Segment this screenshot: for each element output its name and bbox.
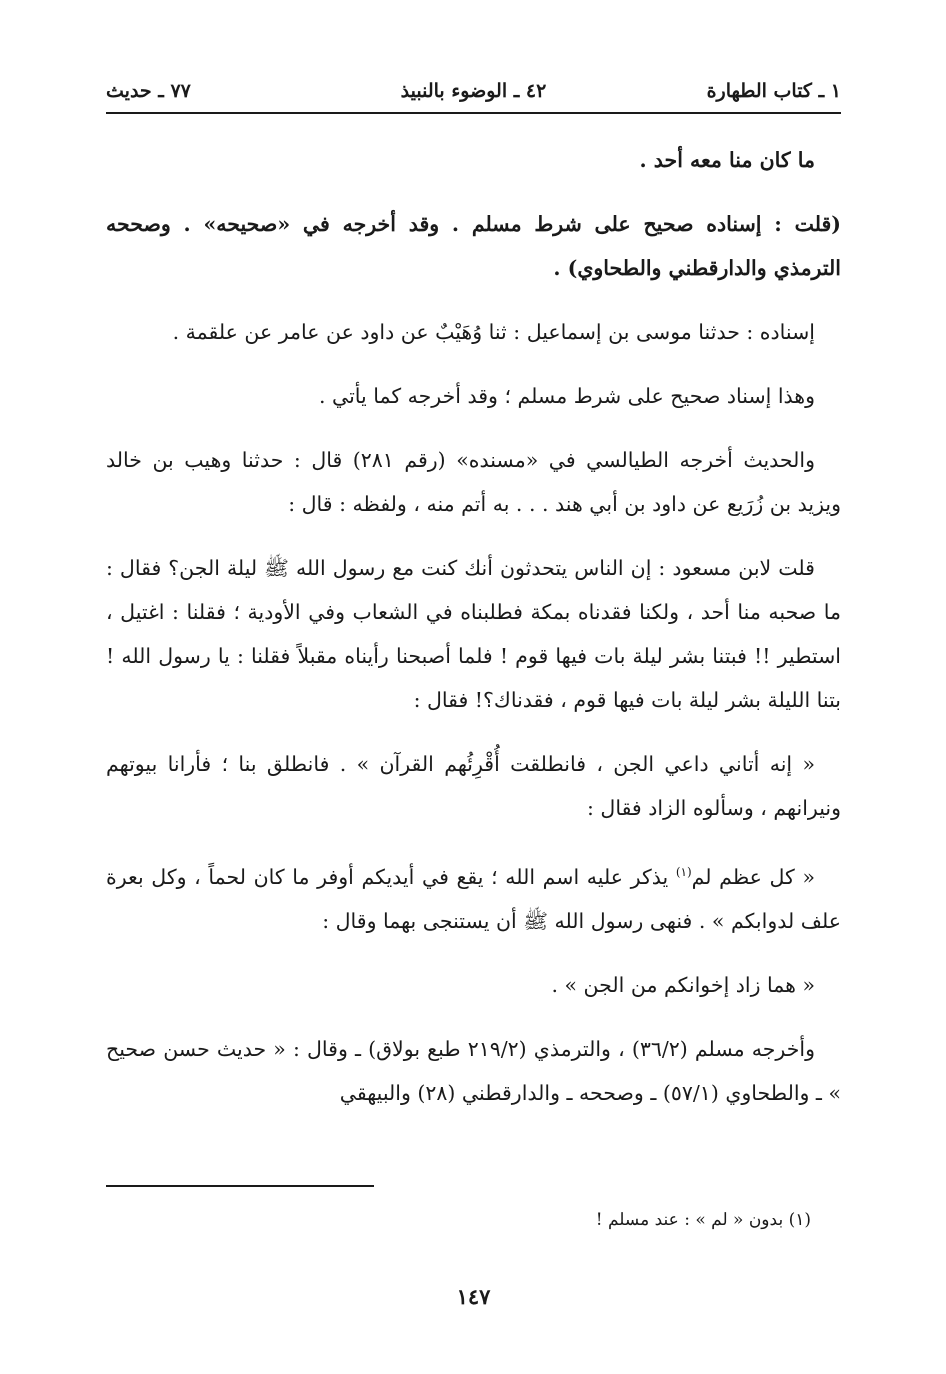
paragraph-other-sources: وأخرجه مسلم (٣٦/٢) ، والترمذي (٢١٩/٢ طبع بولاق) ـ وقال : « حديث حسن صحيح » ـ والطحاوي (٥٧/١) ـ وصححه ـ والدارقطني (٢٨) والبيهقي [106,1036,841,1105]
footnote-divider [106,1185,374,1187]
book-page [106,0,841,1374]
quote-2-part-a: « كل عظم لم [691,864,815,889]
quote-2-part-b: يذكر عليه اسم الله ؛ يقع في أيديكم أوفر ما كان لحماً ، وكل بعرة علف لدوابكم » . فنهى رسول الله ﷺ أن يستنجى بهما وقال : [106,864,841,933]
paragraph-hadith-end: ما كان منا معه أحد . [639,148,815,172]
paragraph-isnad: إسناده : حدثنا موسى بن إسماعيل : ثنا وُهَيْبٌ عن داود عن عامر عن علقمة . [172,320,815,344]
page-number: ١٤٧ [456,1284,491,1309]
paragraph-isnad-grade: وهذا إسناد صحيح على شرط مسلم ؛ وقد أخرجه كما يأتي . [318,384,815,408]
footnote: (١) بدون « لم » : عند مسلم ! [595,1210,811,1230]
footnote-marker: (١) [675,865,692,879]
paragraph-prophet-quote-2 [106,850,841,943]
paragraph-prophet-quote-1: « إنه أتاني داعي الجن ، فانطلقت أُقْرِئُهم القرآن » . فانطلق بنا ؛ فأرانا بيوتهم ونيرانهم ، وسألوه الزاد فقال : [106,752,841,820]
header-section-title: ٤٢ ـ الوضوء بالنبيذ [400,80,547,102]
main-text [106,138,841,1135]
running-header [106,76,841,112]
header-hadith-number: ٧٧ ـ حديث [106,80,191,102]
paragraph-prophet-quote-3: « هما زاد إخوانكم من الجن » . [551,972,815,997]
header-divider [106,112,841,114]
paragraph-author-verdict: (قلت : إسناده صحيح على شرط مسلم . وقد أخرجه في «صحيحه» . وصححه الترمذي والدارقطني والطحاوي) . [106,212,841,280]
paragraph-narration-text: قلت لابن مسعود : إن الناس يتحدثون أنك كنت مع رسول الله ﷺ ليلة الجن؟ فقال : ما صحبه منا أحد ، ولكنا فقدناه بمكة فطلبناه في الشعاب وفي الأودية ؛ فقلنا : اغتيل ، استطير !! فبتنا بشر ليلة بات فيها قوم ! فلما أصبحنا رأيناه مقبلاً فقلنا : يا رسول الله ! بتنا الليلة بشر ليلة بات فيها قوم ، فقدناك؟! فقال : [106,556,841,712]
header-chapter-title: ١ ـ كتاب الطهارة [706,80,841,102]
paragraph-tayalisi-source: والحديث أخرجه الطيالسي في «مسنده» (رقم ٢٨١) قال : حدثنا وهيب بن خالد ويزيد بن زُرَيع عن داود بن أبي هند . . . به أتم منه ، ولفظه : قال : [106,448,841,516]
